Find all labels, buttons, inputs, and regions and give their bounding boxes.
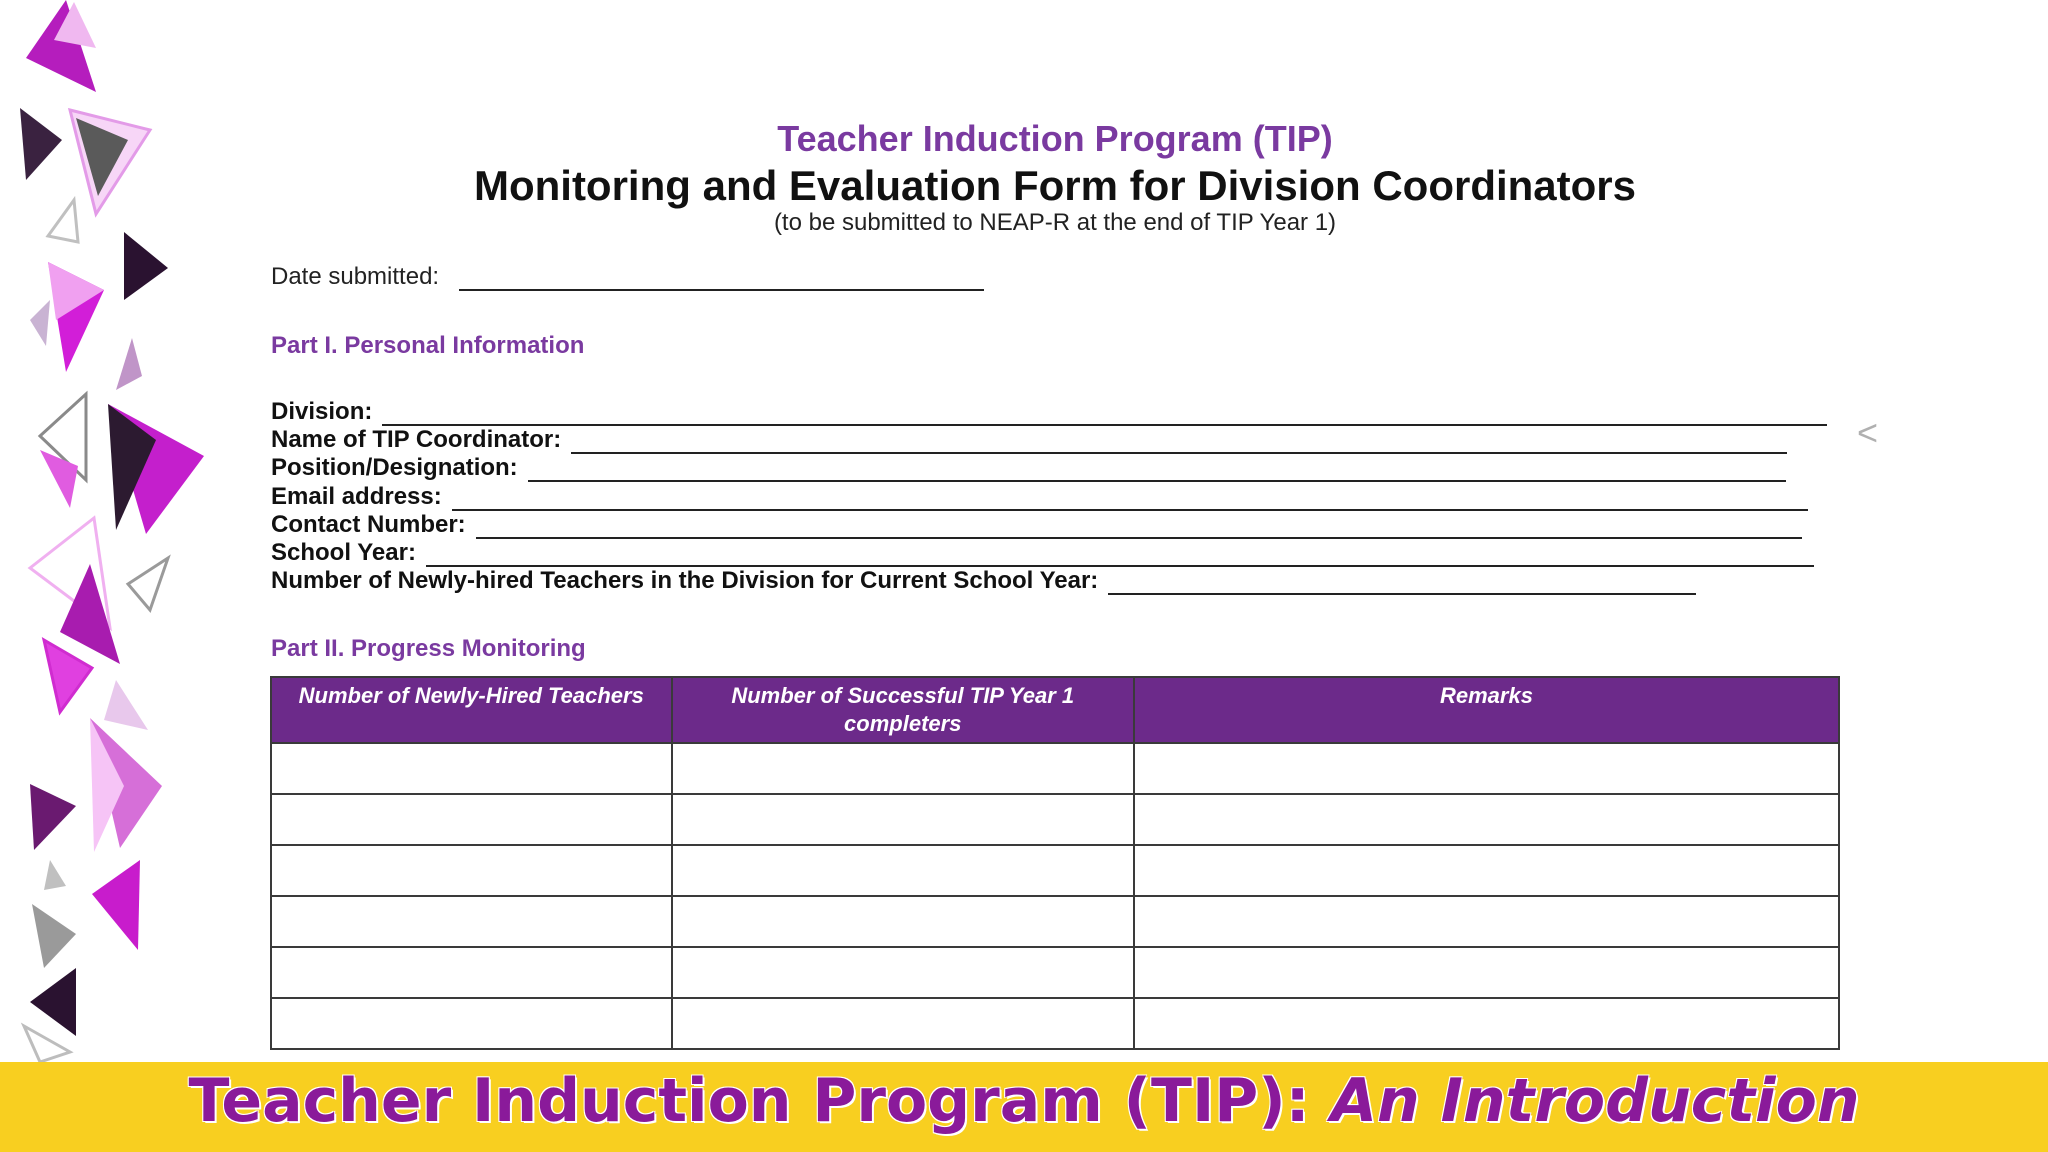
date-submitted-label: Date submitted:	[271, 263, 440, 290]
new-teachers-label: Number of Newly-hired Teachers in the Division for Current School Year:	[271, 567, 1099, 594]
table-row	[271, 743, 1839, 794]
col-header-completers: Number of Successful TIP Year 1 completers	[672, 677, 1134, 743]
part2-heading: Part II. Progress Monitoring	[271, 635, 586, 662]
field-row-school-year	[271, 539, 1814, 567]
table-row	[271, 896, 1839, 947]
submission-note: (to be submitted to NEAP-R at the end of TIP Year 1)	[773, 209, 1337, 236]
new-teachers-field[interactable]	[1108, 593, 1696, 595]
table-row	[271, 845, 1839, 896]
field-row-email	[271, 483, 1808, 511]
banner-title	[0, 1066, 2048, 1136]
table-cell[interactable]	[672, 743, 1134, 794]
field-row-position	[271, 454, 1786, 482]
table-cell[interactable]	[672, 896, 1134, 947]
coordinator-label: Name of TIP Coordinator:	[271, 426, 562, 453]
table-cell[interactable]	[1134, 794, 1839, 845]
field-row-contact	[271, 511, 1802, 539]
table-row	[271, 794, 1839, 845]
email-label: Email address:	[271, 483, 442, 510]
date-submitted-row	[271, 263, 984, 291]
table-cell[interactable]	[271, 896, 672, 947]
position-field[interactable]	[528, 480, 1786, 482]
table-row	[271, 947, 1839, 998]
table-cell[interactable]	[672, 998, 1134, 1049]
position-label: Position/Designation:	[271, 454, 518, 481]
progress-monitoring-table	[270, 676, 1840, 1050]
contact-label: Contact Number:	[271, 511, 466, 538]
part1-heading: Part I. Personal Information	[271, 332, 585, 359]
field-row-coordinator	[271, 426, 1787, 454]
date-submitted-field[interactable]	[459, 289, 984, 291]
table-cell[interactable]	[271, 845, 672, 896]
table-cell[interactable]	[1134, 845, 1839, 896]
school-year-label: School Year:	[271, 539, 416, 566]
table-cell[interactable]	[1134, 947, 1839, 998]
table-cell[interactable]	[271, 998, 672, 1049]
table-cell[interactable]	[271, 947, 672, 998]
table-cell[interactable]	[1134, 998, 1839, 1049]
field-row-division	[271, 398, 1827, 426]
form-title: Monitoring and Evaluation Form for Division Coordinators	[473, 162, 1636, 209]
table-cell[interactable]	[271, 743, 672, 794]
banner-title-main: Teacher Induction Program (TIP):	[188, 1066, 1331, 1136]
col-header-remarks: Remarks	[1134, 677, 1839, 743]
field-row-new-teachers	[271, 567, 1696, 595]
table-cell[interactable]	[672, 845, 1134, 896]
table-row	[271, 998, 1839, 1049]
col-header-new-teachers: Number of Newly-Hired Teachers	[271, 677, 672, 743]
banner-subtitle: An Introduction	[1330, 1066, 1860, 1136]
table-cell[interactable]	[672, 947, 1134, 998]
table-cell[interactable]	[271, 794, 672, 845]
table-cell[interactable]	[1134, 896, 1839, 947]
table-header-row	[271, 677, 1839, 743]
chevron-left-icon[interactable]: <	[1857, 412, 1879, 453]
program-title: Teacher Induction Program (TIP)	[777, 118, 1333, 159]
division-label: Division:	[271, 398, 373, 425]
table-cell[interactable]	[672, 794, 1134, 845]
table-cell[interactable]	[1134, 743, 1839, 794]
